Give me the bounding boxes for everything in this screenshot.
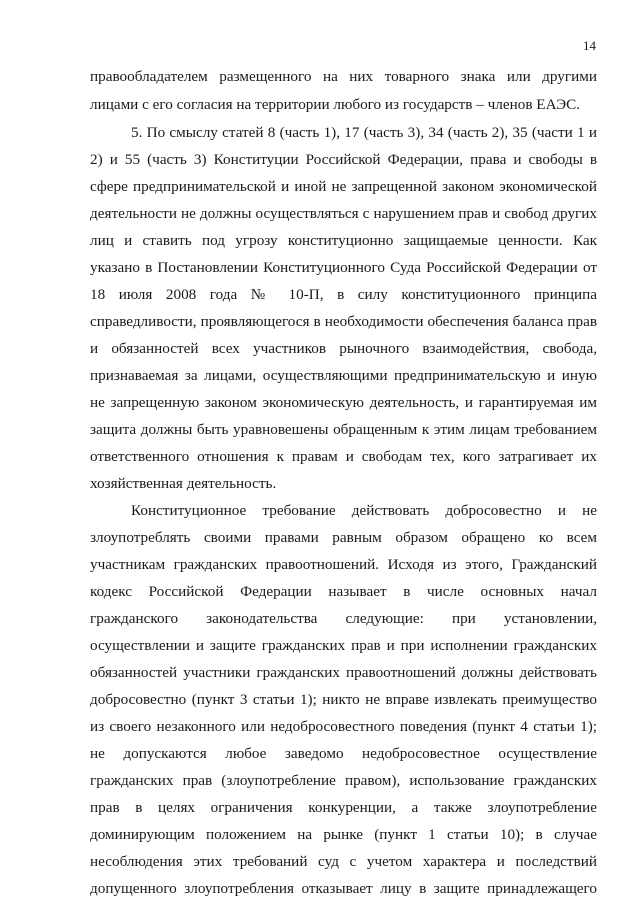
page-number: 14 xyxy=(583,38,596,53)
paragraph-start-line: 5. По смыслу статей 8 (часть 1), 17 (часть 3), 34 (часть 2), 35 (части 1 и xyxy=(131,124,597,141)
text-line: обязанностей участники гражданских правоотношений должны действовать xyxy=(90,664,597,681)
text-line: признаваемая за лицами, осуществляющими предпринимательскую и иную xyxy=(90,367,597,384)
text-line: хозяйственная деятельность. xyxy=(90,475,277,492)
text-line: справедливости, проявляющегося в необходимости обеспечения баланса прав xyxy=(90,313,597,330)
text-line: допущенного злоупотребления отказывает лицу в защите принадлежащего xyxy=(90,880,597,897)
text-line: гражданских прав (злоупотребление правом), использование гражданских xyxy=(90,772,597,789)
text-line: деятельности не должны осуществляться с нарушением прав и свобод других xyxy=(90,205,597,222)
text-line: 2) и 55 (часть 3) Конституции Российской Федерации, права и свободы в xyxy=(90,151,597,168)
text-line: доминирующим положением на рынке (пункт 1 статьи 10); в случае xyxy=(90,826,597,843)
text-line: из своего незаконного или недобросовестного поведения (пункт 4 статьи 1); xyxy=(90,718,597,735)
text-line: лицами с его согласия на территории любого из государств – членов ЕАЭС. xyxy=(90,96,581,113)
text-line: сфере предпринимательской и иной не запрещенной законом экономической xyxy=(90,178,597,195)
text-line: 18 июля 2008 года № 10-П, в силу конституционного принципа xyxy=(90,286,597,303)
text-line: кодекс Российской Федерации называет в числе основных начал xyxy=(90,583,597,600)
text-line: лиц и ставить под угрозу конституционно защищаемые ценности. Как xyxy=(90,232,597,249)
text-line: злоупотреблять своими правами равным образом обращено ко всем xyxy=(90,529,597,546)
text-line: ответственного отношения к правам и свободам тех, кого затрагивает их xyxy=(90,448,597,465)
text-line: осуществлении и защите гражданских прав и при исполнении гражданских xyxy=(90,637,597,654)
text-line: указано в Постановлении Конституционного Суда Российской Федерации от xyxy=(90,259,597,276)
text-line: участникам гражданских правоотношений. Исходя из этого, Гражданский xyxy=(90,556,597,573)
text-line: гражданского законодательства следующие: при установлении, xyxy=(90,610,597,627)
text-line: не допускаются любое заведомо недобросовестное осуществление xyxy=(90,745,597,762)
text-line: добросовестно (пункт 3 статьи 1); никто не вправе извлекать преимущество xyxy=(90,691,597,708)
text-line: и обязанностей всех участников рыночного взаимодействия, свобода, xyxy=(90,340,597,357)
text-line: несоблюдения этих требований суд с учетом характера и последствий xyxy=(90,853,597,870)
text-line: защита должны быть уравновешены обращенным к этим лицам требованием xyxy=(90,421,597,438)
text-line: не запрещенную законом экономическую деятельность, и гарантируемая им xyxy=(90,394,597,411)
text-line: прав в целях ограничения конкуренции, а также злоупотребление xyxy=(90,799,597,816)
text-line: правообладателем размещенного на них товарного знака или другими xyxy=(90,68,597,85)
paragraph-start-line: Конституционное требование действовать добросовестно и не xyxy=(131,502,597,519)
